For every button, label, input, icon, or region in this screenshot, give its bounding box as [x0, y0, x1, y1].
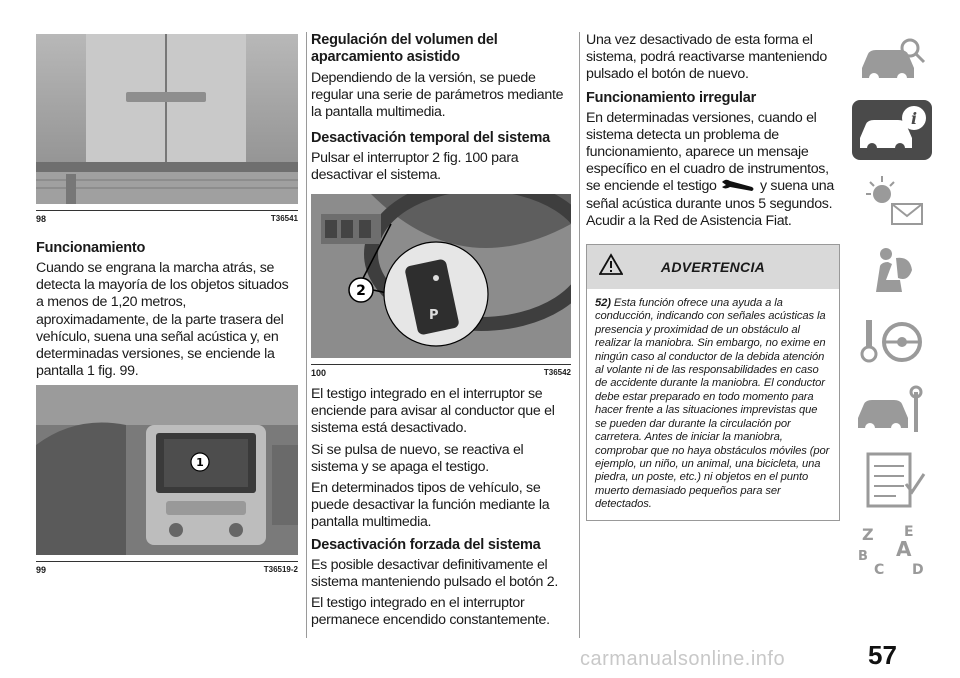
figure-callout: 2 [356, 283, 366, 300]
column-divider [579, 32, 580, 638]
airbag-person-icon [852, 240, 932, 300]
key-steering-icon [852, 310, 932, 370]
svg-text:i: i [910, 109, 918, 128]
wrench-icon [720, 178, 756, 192]
figure-caption [36, 210, 298, 224]
index-letter: E [904, 524, 914, 540]
alphabet-index-icon [852, 520, 932, 580]
paragraph: El testigo integrado en el interruptor permanece encendido constantemente. [311, 595, 550, 629]
figure-98 [36, 34, 298, 224]
paragraph: Si se pulsa de nuevo, se reactiva el sistema y se apaga el testigo. [311, 441, 524, 475]
warning-body [587, 289, 839, 520]
figure-caption [311, 364, 571, 378]
warning-box [586, 244, 840, 521]
car-tools-icon [852, 380, 932, 440]
sidebar-item-checklist[interactable] [852, 450, 932, 510]
checklist-icon [852, 450, 932, 510]
index-letter: C [874, 562, 885, 578]
sidebar-item-key-steering[interactable] [852, 310, 932, 370]
paragraph: Cuando se engrana la marcha atrás, se detecta la mayoría de los objetos situados a menos de 1,20 metros, aproximadamente, de la parte trasera del vehículo, suena una señal acústica y, en determinadas versiones, se enciende la pantalla 1 fig. 99. [36, 260, 289, 380]
figure-number: 98 [36, 214, 47, 224]
lights-message-icon [852, 170, 932, 230]
warning-title: ADVERTENCIA [660, 259, 766, 276]
warning-header [587, 245, 839, 289]
figure-99 [36, 385, 298, 575]
warning-number: 52) [595, 297, 611, 310]
car-search-icon [852, 30, 932, 90]
sidebar-item-lights-message[interactable] [852, 170, 932, 230]
column-1 [36, 0, 298, 575]
index-letter: Z [862, 525, 874, 544]
sidebar-item-airbag-person[interactable] [852, 240, 932, 300]
switch-panel-photo [311, 194, 571, 358]
figure-number: 100 [311, 368, 327, 379]
section-heading: Funcionamiento [36, 240, 146, 256]
paragraph: Dependiendo de la versión, se puede regular una serie de parámetros mediante la pantalla multimedia. [311, 70, 564, 121]
van-rear-photo [36, 34, 298, 204]
paragraph: Una vez desactivado de esta forma el sistema, podrá reactivarse manteniendo pulsado el botón de nuevo. [586, 32, 827, 83]
sidebar-item-alphabet-index[interactable] [852, 520, 932, 580]
index-letter: B [858, 549, 868, 564]
switch-button-label: P [429, 308, 439, 324]
car-info-icon [852, 100, 932, 160]
column-divider [306, 32, 307, 638]
section-heading: Desactivación temporal del sistema [311, 129, 550, 146]
paragraph-part: y suena una señal acústica durante unos 5 segundos. Acudir a la Red de Asistencia Fiat. [586, 178, 834, 229]
column-2 [311, 32, 571, 629]
sidebar-item-car-tools[interactable] [852, 380, 932, 440]
sidebar-item-car-info[interactable] [852, 100, 932, 160]
figure-number: 99 [36, 565, 47, 575]
watermark: carmanualsonline.info [580, 648, 786, 670]
section-heading: Desactivación forzada del sistema [311, 536, 541, 553]
dashboard-screen-photo [36, 385, 298, 555]
figure-callout: 1 [196, 456, 204, 469]
index-letter: A [896, 537, 912, 561]
figure-100 [311, 194, 571, 378]
figure-code: T36519-2 [263, 565, 298, 574]
section-heading: Funcionamiento irregular [586, 89, 757, 106]
paragraph: Es posible desactivar definitivamente el sistema manteniendo pulsado el botón 2. [311, 556, 559, 590]
warning-text: Esta función ofrece una ayuda a la conducción, indicando con señales acústicas la presencia y proximidad de un obstáculo al realizar la maniobra. Sin embargo, no exime en ningún caso al conductor de la debida atención al volante ni de las responsabilidades en caso de accidente durante la maniobra. El conductor debe estar preparado en todo momento para hacer frente a las situaciones imprevistas que se pueden dar durante la circulación por carretera. Antes de iniciar la maniobra, comprobar que no haya obstáculos móviles (por ejemplo, un niño, un animal, una bicicleta, una piedra, un poste, etc.) ni objetos en el punto muerto demasiado pequeños para ser detectados. [595, 297, 830, 511]
figure-caption [36, 561, 298, 575]
paragraph: En determinados tipos de vehículo, se puede desactivar la función mediante la pantalla multimedia. [311, 480, 550, 531]
paragraph [586, 110, 842, 230]
section-heading: Regulación del volumen del aparcamiento asistido [311, 32, 498, 65]
sidebar-item-car-search[interactable] [852, 30, 932, 90]
page-number: 57 [868, 640, 897, 670]
chapter-sidebar [852, 30, 932, 590]
paragraph: Pulsar el interruptor 2 fig. 100 para desactivar el sistema. [311, 149, 519, 183]
figure-code: T36542 [543, 368, 571, 378]
paragraph: El testigo integrado en el interruptor se enciende para avisar al conductor que el sistema está desactivado. [311, 386, 555, 437]
figure-code: T36541 [270, 214, 298, 223]
column-3 [586, 32, 842, 521]
paragraph-part: En determinadas versiones, cuando el sistema detecta un problema de funcionamiento, aparece un mensaje específico en el cuadro de instrumentos, se enciende el testigo [586, 109, 829, 195]
index-letter: D [912, 562, 924, 578]
